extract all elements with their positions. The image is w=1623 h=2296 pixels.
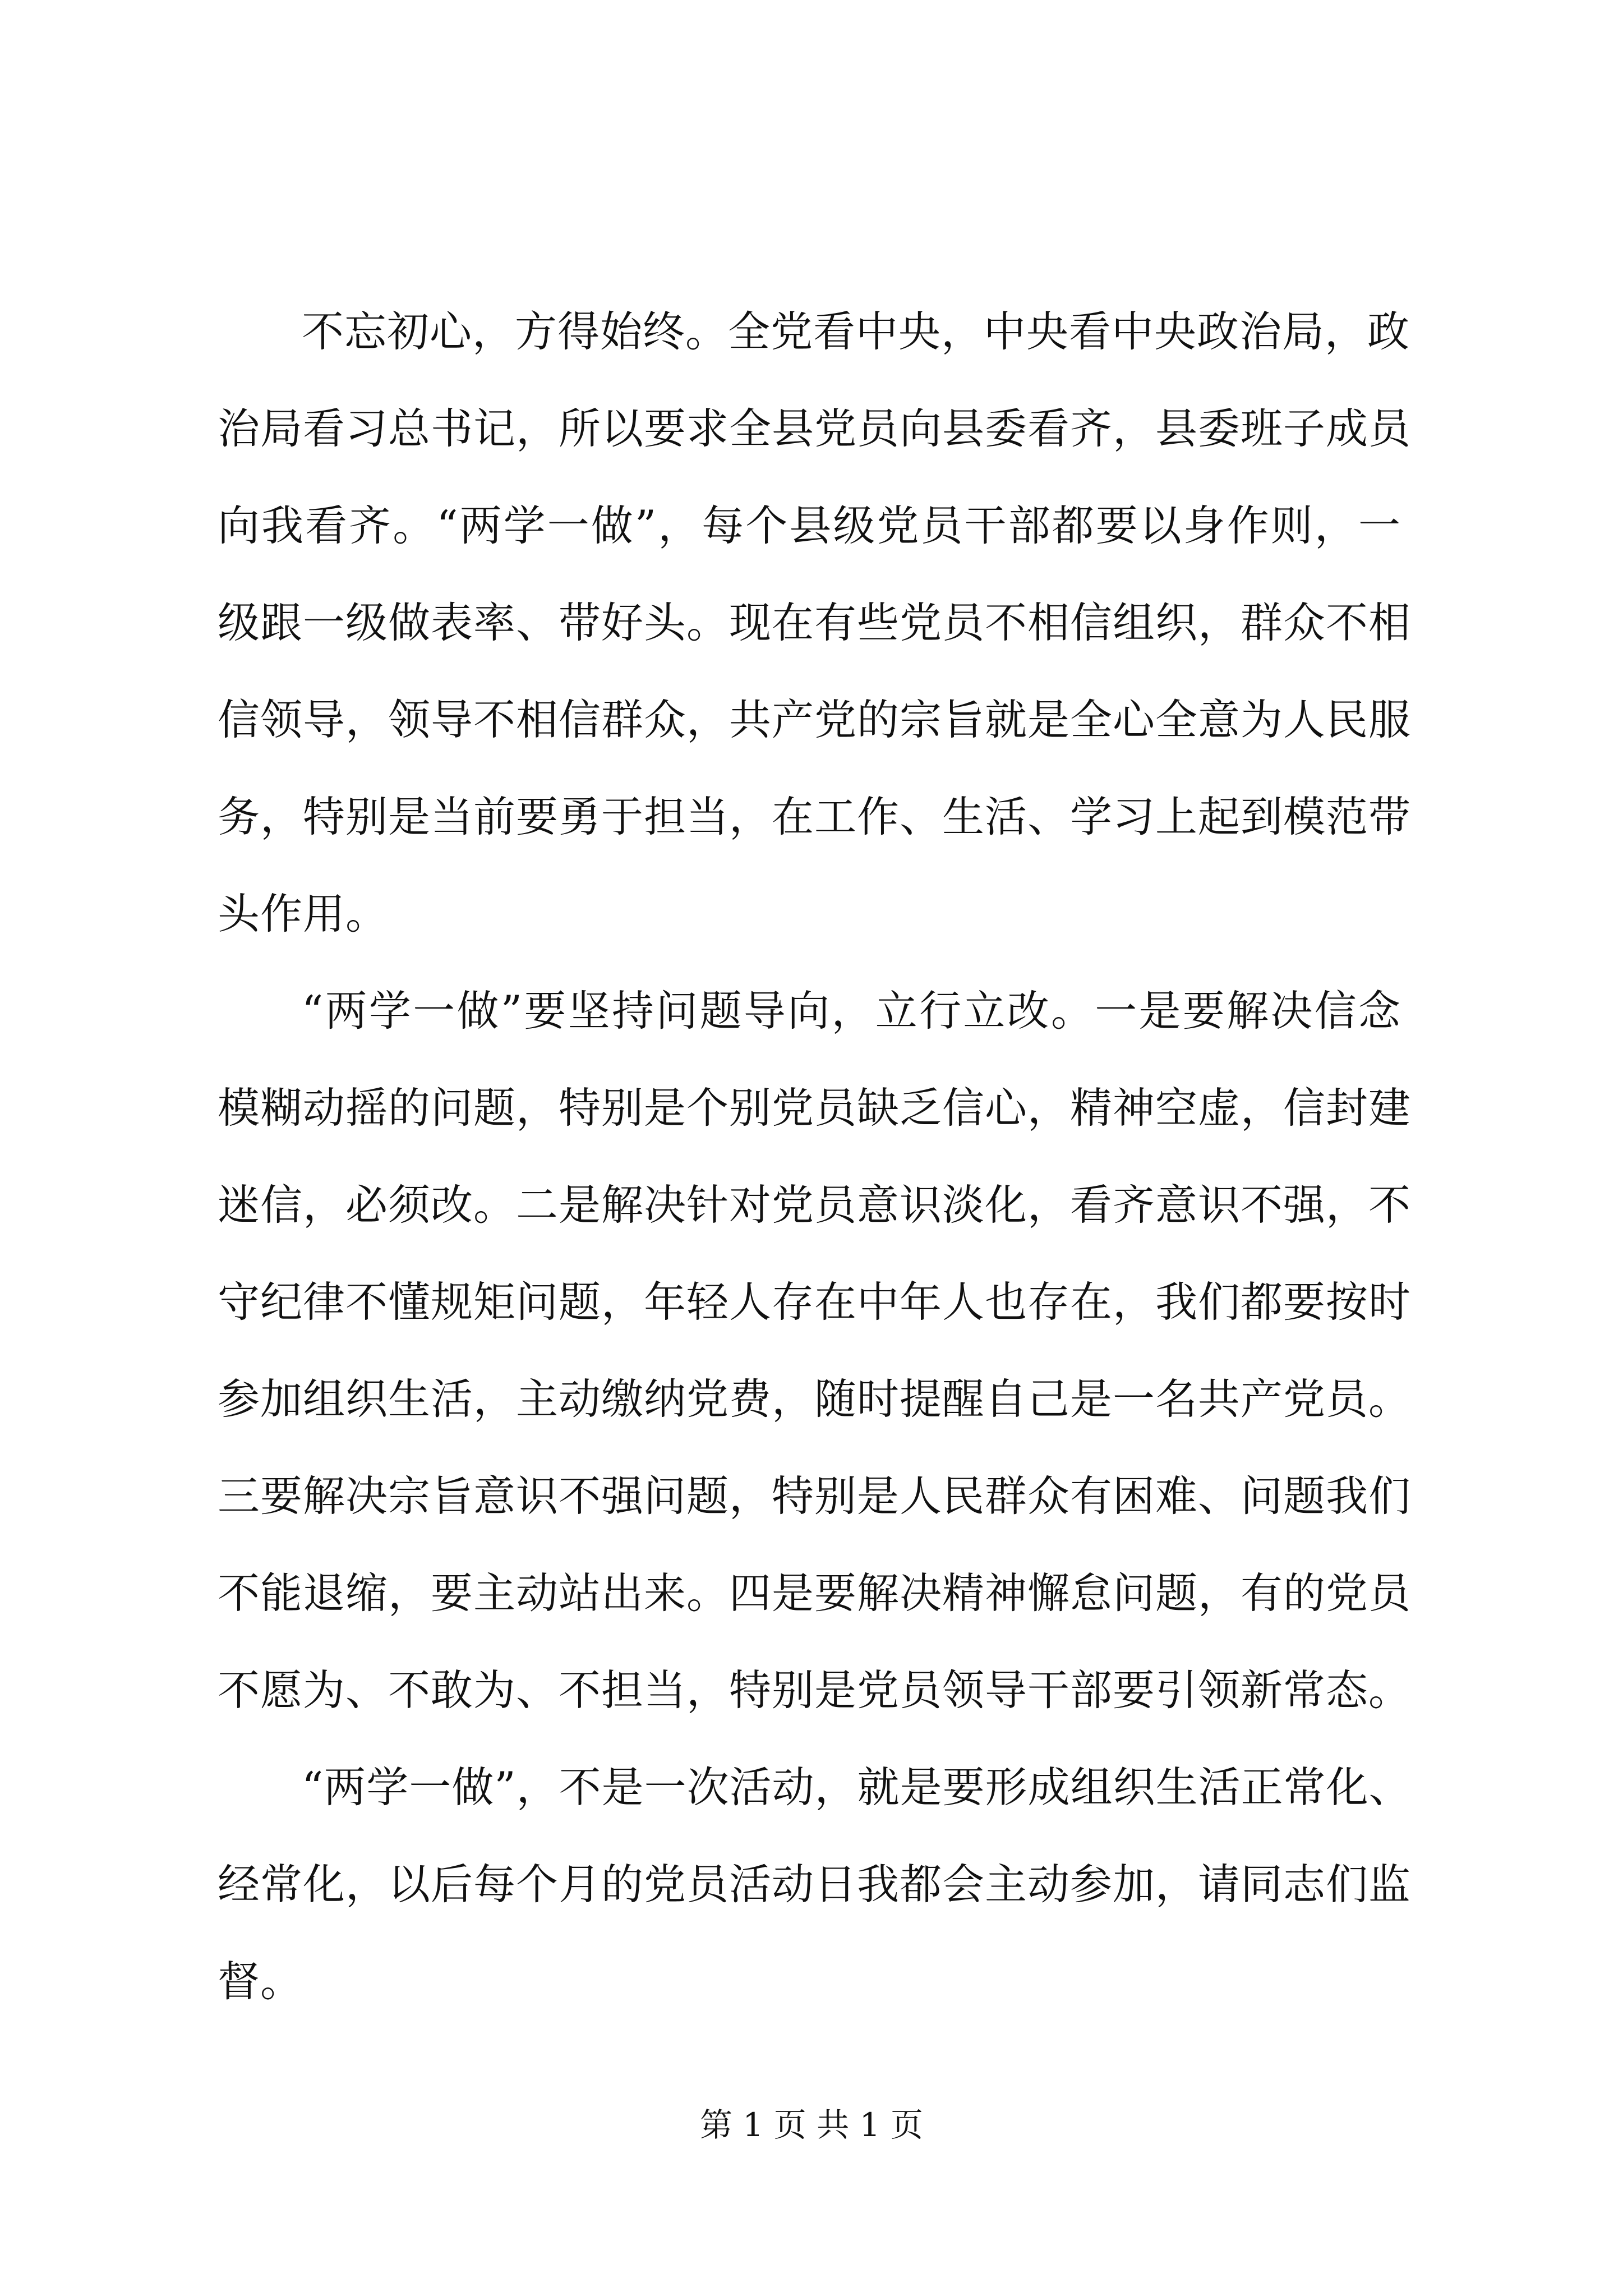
paragraph-2 <box>218 963 1412 1739</box>
paragraph-line: 参加组织生活，主动缴纳党费，随时提醒自己是一名共产党员。 <box>218 1374 1412 1424</box>
page-footer: 第 1 页 共 1 页 <box>700 2106 923 2144</box>
paragraph-1 <box>218 283 1412 963</box>
paragraph-line: 迷信，必须改。二是解决针对党员意识淡化，看齐意识不强，不 <box>218 1180 1412 1230</box>
paragraph-line: 模糊动摇的问题，特别是个别党员缺乏信心，精神空虚，信封建 <box>218 1083 1412 1133</box>
paragraph-line: 务，特别是当前要勇于担当，在工作、生活、学习上起到模范带 <box>218 792 1412 841</box>
paragraph-line: 督。 <box>218 1957 303 2006</box>
paragraph-line: 不能退缩，要主动站出来。四是要解决精神懈怠问题，有的党员 <box>218 1568 1412 1618</box>
paragraph-line: “两学一做”，不是一次活动，就是要形成组织生活正常化、 <box>302 1763 1412 1812</box>
paragraph-line: 级跟一级做表率、带好头。现在有些党员不相信组织，群众不相 <box>218 598 1412 647</box>
paragraph-line: 守纪律不懂规矩问题，年轻人存在中年人也存在，我们都要按时 <box>218 1277 1412 1327</box>
paragraph-line: 向我看齐。“两学一做”，每个县级党员干部都要以身作则，一 <box>218 501 1401 550</box>
paragraph-line: 经常化，以后每个月的党员活动日我都会主动参加，请同志们监 <box>218 1860 1412 1909</box>
paragraph-line: 头作用。 <box>218 889 389 938</box>
document-body <box>218 283 1412 2030</box>
paragraph-line: 不忘初心，方得始终。全党看中央，中央看中央政治局，政 <box>302 307 1410 356</box>
paragraph-line: “两学一做”要坚持问题导向，立行立改。一是要解决信念 <box>302 986 1401 1036</box>
paragraph-line: 不愿为、不敢为、不担当，特别是党员领导干部要引领新常态。 <box>218 1665 1412 1715</box>
paragraph-line: 三要解决宗旨意识不强问题，特别是人民群众有困难、问题我们 <box>218 1471 1412 1521</box>
paragraph-line: 信领导，领导不相信群众，共产党的宗旨就是全心全意为人民服 <box>218 695 1412 744</box>
paragraph-line: 治局看习总书记，所以要求全县党员向县委看齐，县委班子成员 <box>218 404 1412 453</box>
paragraph-3 <box>218 1739 1412 2030</box>
